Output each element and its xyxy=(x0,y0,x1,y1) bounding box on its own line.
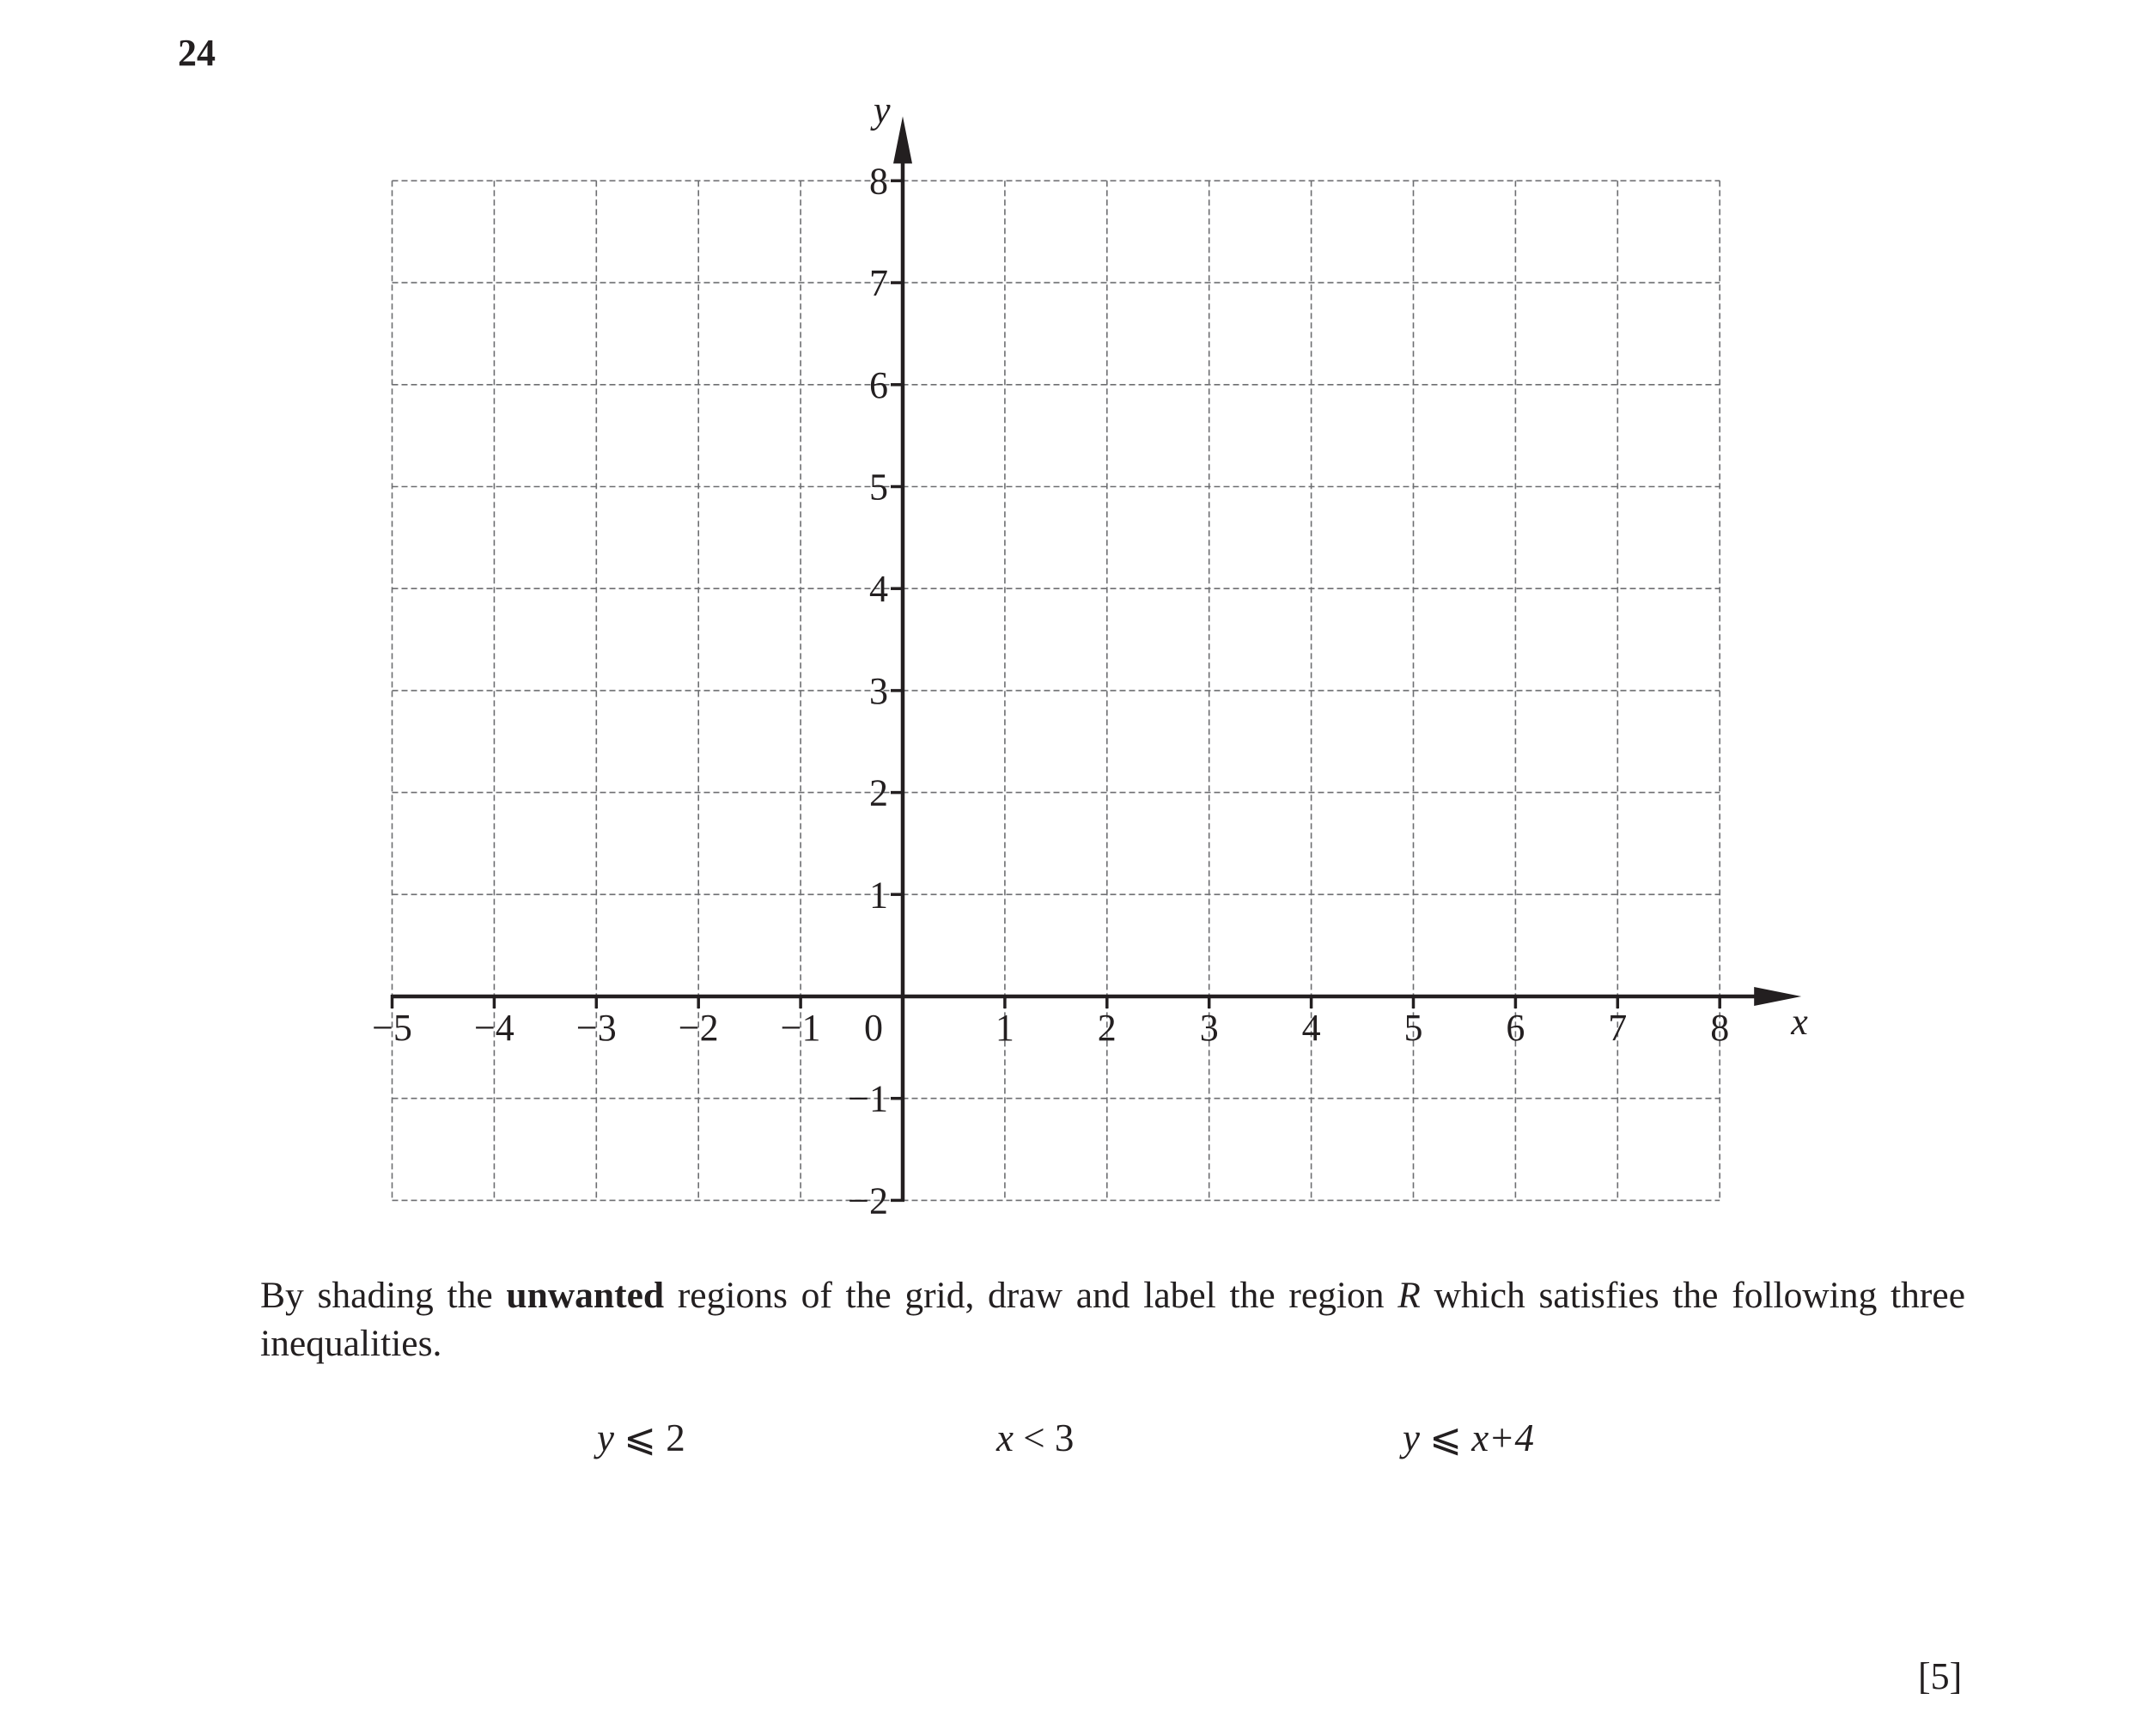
y-tick-label: −1 xyxy=(848,1077,888,1120)
y-tick-label: 8 xyxy=(869,160,888,203)
y-tick-label: 2 xyxy=(869,771,888,814)
inequality-2-rhs: 3 xyxy=(1054,1416,1075,1459)
y-tick-label: 4 xyxy=(869,568,888,611)
x-tick-label: −5 xyxy=(372,1007,412,1049)
region-label: R xyxy=(1397,1275,1421,1316)
instruction-text-3: which satisfies the following three inequalities. xyxy=(260,1275,1966,1364)
x-axis-label: x xyxy=(1791,1001,1808,1043)
inequality-1-rhs: 2 xyxy=(666,1416,685,1459)
x-tick-label: 3 xyxy=(1199,1007,1219,1049)
inequality-3-lhs: y xyxy=(1403,1416,1420,1459)
inequality-1 xyxy=(597,1416,685,1459)
inequality-2-lhs: x xyxy=(996,1416,1014,1459)
x-tick-label: −1 xyxy=(780,1007,821,1049)
y-tick-label: 5 xyxy=(869,466,888,509)
y-tick-label: 7 xyxy=(869,262,888,305)
x-tick-label: −4 xyxy=(473,1007,514,1049)
x-tick-label: 6 xyxy=(1506,1007,1525,1049)
inequality-3-rhs: x+4 xyxy=(1471,1416,1535,1459)
instruction-text-2: regions of the grid, draw and label the region xyxy=(664,1275,1398,1316)
inequality-3 xyxy=(1403,1416,1535,1459)
question-instruction xyxy=(260,1271,1965,1367)
y-tick-label: 3 xyxy=(869,669,888,712)
x-tick-label: 4 xyxy=(1301,1007,1321,1049)
inequality-1-op: ⩽ xyxy=(613,1416,667,1459)
instruction-text-1: By shading the xyxy=(260,1275,507,1316)
x-tick-label: 1 xyxy=(995,1007,1014,1049)
x-tick-label: 5 xyxy=(1403,1007,1423,1049)
question-number: 24 xyxy=(178,32,216,74)
x-tick-label: 2 xyxy=(1097,1007,1117,1049)
inequality-1-lhs: y xyxy=(597,1416,614,1459)
instruction-emphasis: unwanted xyxy=(506,1275,665,1316)
tick-labels xyxy=(372,88,1808,1221)
inequality-3-op: ⩽ xyxy=(1419,1416,1472,1459)
y-tick-label: 1 xyxy=(869,874,888,917)
x-tick-label: 0 xyxy=(864,1007,883,1049)
x-tick-label: 8 xyxy=(1710,1007,1730,1049)
y-axis-label: y xyxy=(874,88,891,131)
y-axis-arrow-icon xyxy=(893,116,912,163)
marks-available: [5] xyxy=(1918,1655,1963,1697)
x-tick-label: −3 xyxy=(575,1007,617,1049)
y-tick-label: −2 xyxy=(848,1179,888,1222)
y-tick-label: 6 xyxy=(869,363,888,406)
x-tick-label: 7 xyxy=(1608,1007,1628,1049)
x-tick-label: −2 xyxy=(678,1007,719,1049)
inequality-2 xyxy=(996,1416,1075,1459)
inequality-2-op: < xyxy=(1013,1416,1055,1459)
